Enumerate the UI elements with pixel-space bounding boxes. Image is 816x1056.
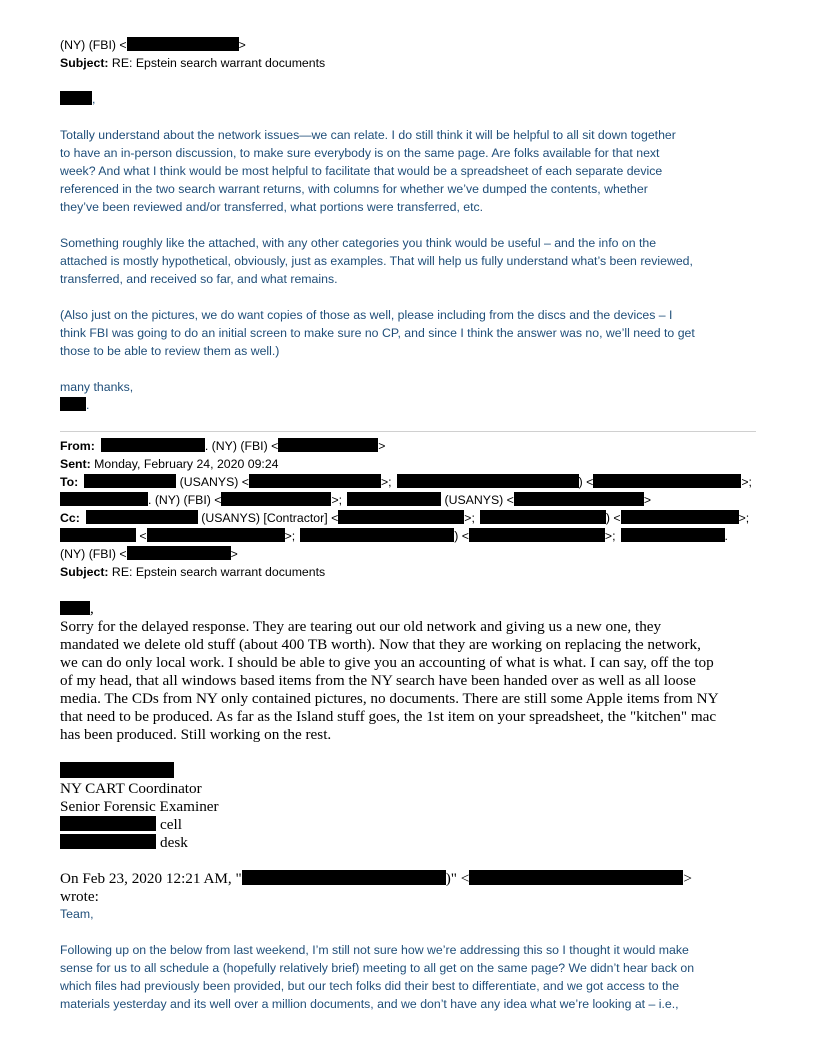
email3-p1-line: which files had previously been provided, but our tech folks did their best to differentiate, and we got access to the [60,979,680,993]
redaction [60,91,92,105]
redaction [249,474,381,488]
email1-p1-line: Totally understand about the network issues—we can relate. I do still think it will be helpful to all sit down together [60,128,676,142]
email1-p1-line: to have an in-person discussion, to make sure everybody is on the same page. Are folks available for that next [60,146,660,160]
redaction [278,438,378,452]
redaction [347,492,441,506]
email3-p1-line: materials yesterday and its well over a million documents, and we don’t have any idea what we’re looking at – i.e., [60,997,679,1011]
email1-p2-line: transferred, and received so far, and what remains. [60,272,338,286]
email3-greeting: Team, [60,907,94,921]
email2-body-line: media. The CDs from NY only contained pictures, no documents. There are still some Apple items from NY [60,690,719,707]
email1-p3-line: think FBI was going to do an initial screen to make sure no CP, and since I think the answer was no, we’ll need to get [60,326,695,340]
header2-to: To: (USANYS) < >; ) < >; [60,475,752,489]
email1-signature: . [60,396,89,414]
header-subject-line: Subject: RE: Epstein search warrant documents [60,56,326,70]
redaction [60,528,136,542]
email2-body-line: has been produced. Still working on the rest. [60,726,332,743]
redaction [221,492,331,506]
email1-p1-line: referenced in the two search warrant returns, with columns for whether we’ve dumped the contents, whether [60,182,648,196]
email1-p3-line: (Also just on the pictures, we do want copies of those as well, please including from the discs and the devices – I [60,308,673,322]
redaction [127,37,239,51]
redaction [469,870,683,885]
redaction [621,528,725,542]
email1-p1-line: week? And what I think would be most helpful to facilitate that would be a spreadsheet of each separate device [60,164,663,178]
redaction [300,528,454,542]
redaction [480,510,606,524]
sig-cell: cell [60,816,182,834]
email2-body-line: that need to be produced. As far as the Island stuff goes, the 1st item on your spreadsheet, the "kitchen" mac [60,708,717,725]
email3-p1-line: sense for us to all schedule a (hopefully relatively brief) meeting to all get on the same page? We didn’t hear back on [60,961,695,975]
redaction [593,474,741,488]
sig-title-2: Senior Forensic Examiner [60,798,219,815]
email1-signoff: many thanks, [60,380,134,394]
redaction [621,510,739,524]
email1-p2-line: attached is mostly hypothetical, obviously, just as examples. That will help us fully understand what’s been reviewed, [60,254,693,268]
redaction [338,510,464,524]
email2-body-line: Sorry for the delayed response. They are tearing out our old network and giving us a new one, they [60,618,662,635]
email2-body-line: we can do only local work. I should be able to give you an accounting of what is what. I can say, off the top [60,654,714,671]
quote-wrote: wrote: [60,888,99,905]
redaction [86,510,198,524]
email1-p3-line: those to be able to review them as well.) [60,344,280,358]
redaction [242,870,446,885]
sig-desk: desk [60,834,188,852]
email1-p1-line: they’ve been reviewed and/or transferred, what portions were transferred, etc. [60,200,484,214]
header2-cc-cont: < >; ) < >; . [60,527,728,545]
quote-intro: On Feb 23, 2020 12:21 AM, " )" < > [60,870,692,887]
redaction [469,528,605,542]
redaction [127,546,231,560]
redaction [101,438,205,452]
redaction [514,492,644,506]
header2-cc: Cc: (USANYS) [Contractor] < >; ) < >; [60,511,750,525]
redaction [60,762,174,778]
header2-sent: Sent: Monday, February 24, 2020 09:24 [60,457,279,471]
redaction [147,528,285,542]
email1-greeting: , [60,90,95,108]
header-divider [60,431,756,432]
header2-to-cont: . (NY) (FBI) < >; (USANYS) < > [60,491,651,509]
redaction [60,492,148,506]
redaction [60,397,86,411]
email2-body-line: of my head, that all windows based items from the NY search have been handed over as well as all loose [60,672,696,689]
sig-title-1: NY CART Coordinator [60,780,202,797]
header-from-line: (NY) (FBI) < > [60,38,246,52]
redaction [397,474,579,488]
redaction [84,474,176,488]
redaction [60,601,90,615]
header2-from: From: . (NY) (FBI) < > [60,439,386,453]
email2-body-line: mandated we delete old stuff (about 400 TB worth). Now that they are working on replacing the network, [60,636,701,653]
header2-cc-cont2: (NY) (FBI) < > [60,547,238,561]
header2-subject: Subject: RE: Epstein search warrant documents [60,565,326,579]
email2-greeting: , [60,600,94,618]
redaction [60,816,156,831]
email1-p2-line: Something roughly like the attached, with any other categories you think would be useful – and the info on the [60,236,657,250]
email3-p1-line: Following up on the below from last weekend, I’m still not sure how we’re addressing this so I thought it would make [60,943,689,957]
redaction [60,834,156,849]
